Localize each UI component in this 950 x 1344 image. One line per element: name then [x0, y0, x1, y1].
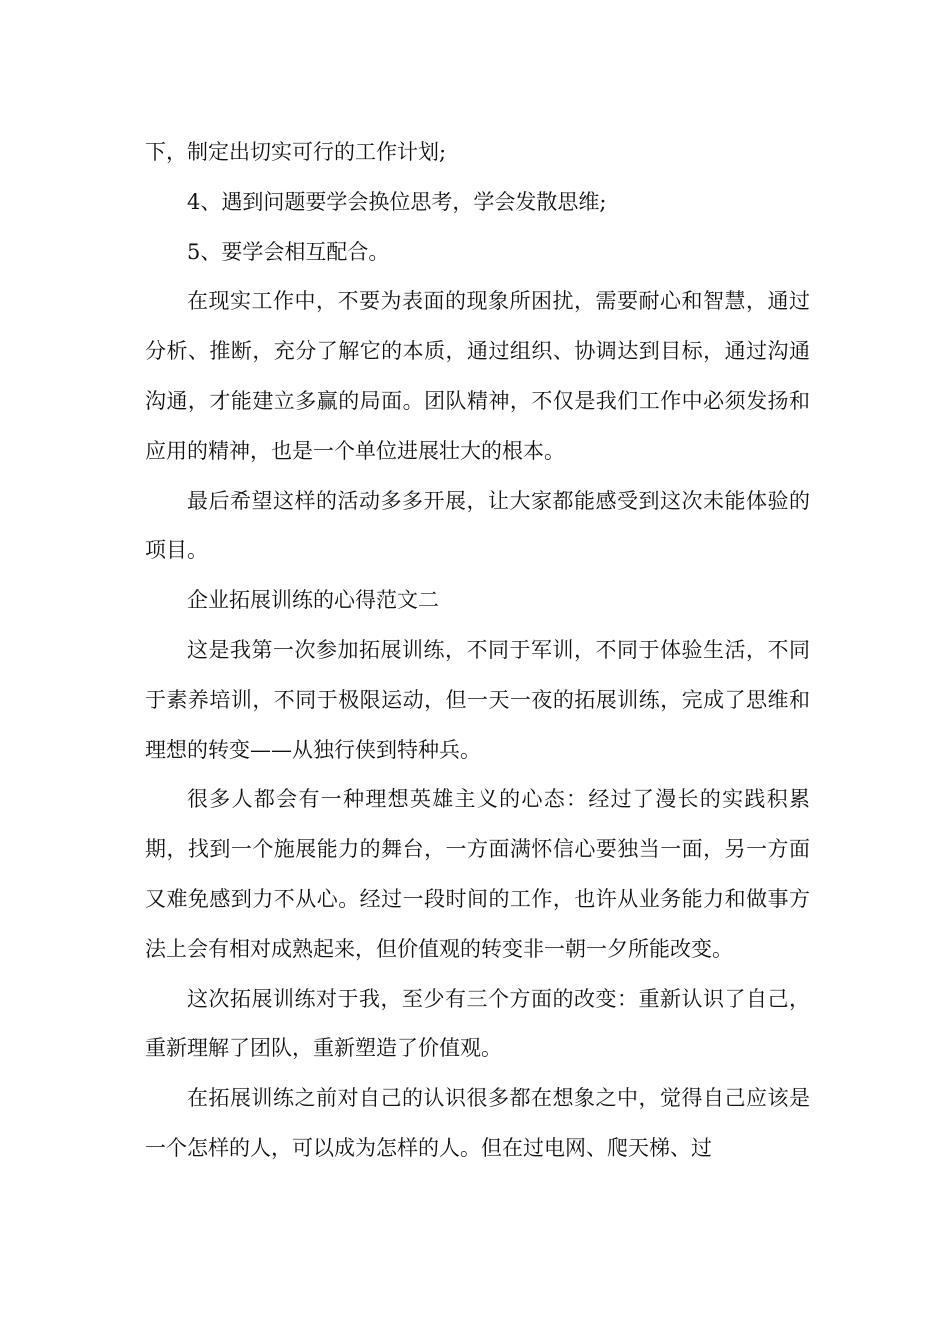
paragraph-self-knowledge: 在拓展训练之前对自己的认识很多都在想象之中，觉得自己应该是一个怎样的人，可以成为怎样的人。但在过电网、爬天梯、过 [145, 1086, 810, 1160]
section-heading: 企业拓展训练的心得范文二 [187, 588, 439, 613]
paragraph-three-changes: 这次拓展训练对于我，至少有三个方面的改变：重新认识了自己，重新理解了团队，重新塑造了价值观。 [145, 986, 810, 1061]
paragraph-list-item-4: 4、遇到问题要学会换位思考，学会发散思维; [187, 189, 607, 214]
paragraph-first-training: 这是我第一次参加拓展训练，不同于军训，不同于体验生活，不同于素养培训，不同于极限运动，但一天一夜的拓展训练，完成了思维和理想的转变——从独行侠到特种兵。 [145, 637, 810, 762]
paragraph-team-spirit: 在现实工作中，不要为表面的现象所困扰，需要耐心和智慧，通过分析、推断，充分了解它的本质，通过组织、协调达到目标，通过沟通沟通，才能建立多赢的局面。团队精神，不仅是我们工作中必须发扬和应用的精神，也是一个单位进展壮大的根本。 [145, 289, 810, 463]
document-body [145, 128, 810, 1174]
paragraph-continuation: 下，制定出切实可行的工作计划; [145, 140, 447, 164]
paragraph-hero-mindset: 很多人都会有一种理想英雄主义的心态：经过了漫长的实践积累期，找到一个施展能力的舞台，一方面满怀信心要独当一面，另一方面又难免感到力不从心。经过一段时间的工作，也许从业务能力和做事方法上会有相对成熟起来，但价值观的转变非一朝一夕所能改变。 [145, 787, 810, 961]
paragraph-list-item-5: 5、要学会相互配合。 [187, 239, 390, 264]
paragraph-closing-wish: 最后希望这样的活动多多开展，让大家都能感受到这次未能体验的项目。 [145, 488, 810, 563]
